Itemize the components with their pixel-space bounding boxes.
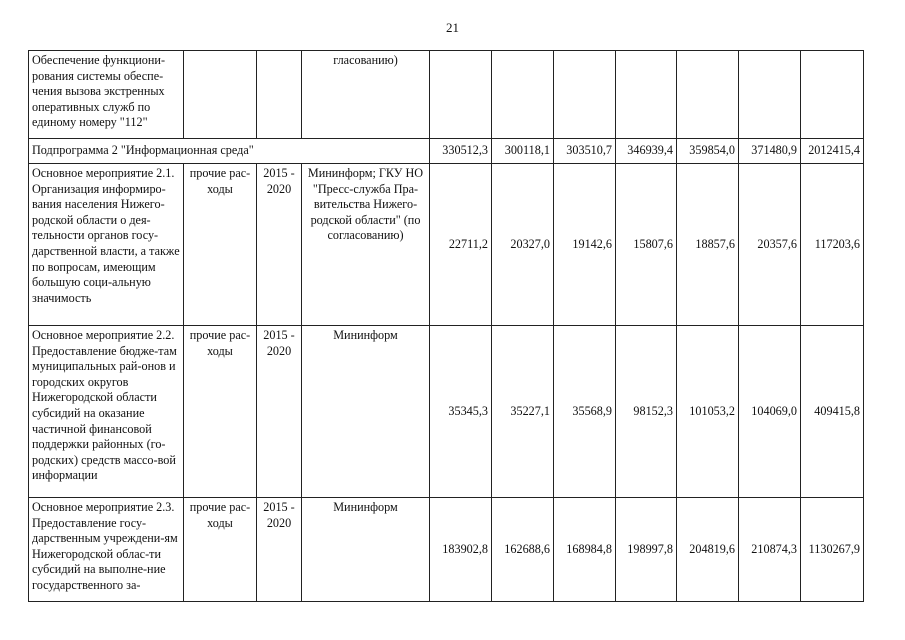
- table-row: [29, 164, 864, 326]
- executor-cell: Мининформ: [302, 326, 430, 498]
- value-cell: 18857,6: [677, 164, 739, 326]
- total-cell: 409415,8: [801, 326, 864, 498]
- table-row: [29, 51, 864, 139]
- executor-cell: гласованию): [302, 51, 430, 139]
- value-cell: [554, 51, 616, 139]
- value-cell: 22711,2: [430, 164, 492, 326]
- value-cell: [430, 51, 492, 139]
- subtotal-row: [29, 139, 864, 164]
- measure-name-cell: Основное мероприятие 2.1. Организация информиро-вания населения Нижего-родской области о дея-тельности органов госу-дарственной власти, а также по вопросам, имеющим большую соци-альную значимость: [29, 164, 184, 326]
- value-cell: 371480,9: [739, 139, 801, 164]
- expense-type-cell: прочие рас-ходы: [184, 326, 257, 498]
- value-cell: 183902,8: [430, 498, 492, 602]
- period-cell: [257, 51, 302, 139]
- subprogram-label: Подпрограмма 2 "Информационная среда": [29, 139, 430, 164]
- value-cell: 330512,3: [430, 139, 492, 164]
- measure-name-cell: Основное мероприятие 2.3. Предоставление госу-дарственным учреждени-ям Нижегородской облас-ти субсидий на выполне-ние государственного за-: [29, 498, 184, 602]
- expense-type-cell: прочие рас-ходы: [184, 164, 257, 326]
- value-cell: 15807,6: [616, 164, 677, 326]
- measure-name-cell: Основное мероприятие 2.2. Предоставление бюдже-там муниципальных рай-онов и городских округов Нижегородской области субсидий на оказание частичной финансовой поддержки районных (го-родских) средств массо-вой информации: [29, 326, 184, 498]
- value-cell: 104069,0: [739, 326, 801, 498]
- table-row: [29, 326, 864, 498]
- total-cell: 117203,6: [801, 164, 864, 326]
- value-cell: [616, 51, 677, 139]
- value-cell: 35345,3: [430, 326, 492, 498]
- value-cell: [492, 51, 554, 139]
- page-number: 21: [446, 20, 459, 35]
- value-cell: 303510,7: [554, 139, 616, 164]
- value-cell: 101053,2: [677, 326, 739, 498]
- period-cell: 2015 - 2020: [257, 498, 302, 602]
- value-cell: 98152,3: [616, 326, 677, 498]
- expense-type-cell: прочие рас-ходы: [184, 498, 257, 602]
- period-cell: 2015 - 2020: [257, 164, 302, 326]
- table-row: [29, 498, 864, 602]
- budget-table: [28, 50, 864, 602]
- measure-name-cell: Обеспечение функциони-рования системы обеспе-чения вызова экстренных оперативных служб по единому номеру "112": [29, 51, 184, 139]
- value-cell: 210874,3: [739, 498, 801, 602]
- value-cell: 168984,8: [554, 498, 616, 602]
- value-cell: 346939,4: [616, 139, 677, 164]
- value-cell: 20327,0: [492, 164, 554, 326]
- value-cell: 204819,6: [677, 498, 739, 602]
- value-cell: [801, 51, 864, 139]
- value-cell: 35568,9: [554, 326, 616, 498]
- value-cell: 19142,6: [554, 164, 616, 326]
- value-cell: 359854,0: [677, 139, 739, 164]
- value-cell: 198997,8: [616, 498, 677, 602]
- value-cell: 162688,6: [492, 498, 554, 602]
- value-cell: 20357,6: [739, 164, 801, 326]
- executor-cell: Мининформ; ГКУ НО "Пресс-служба Пра-вительства Нижего-родской области" (по согласованию): [302, 164, 430, 326]
- executor-cell: Мининформ: [302, 498, 430, 602]
- total-cell: 1130267,9: [801, 498, 864, 602]
- value-cell: [677, 51, 739, 139]
- value-cell: 300118,1: [492, 139, 554, 164]
- value-cell: [739, 51, 801, 139]
- expense-type-cell: [184, 51, 257, 139]
- value-cell: 35227,1: [492, 326, 554, 498]
- period-cell: 2015 - 2020: [257, 326, 302, 498]
- total-cell: 2012415,4: [801, 139, 864, 164]
